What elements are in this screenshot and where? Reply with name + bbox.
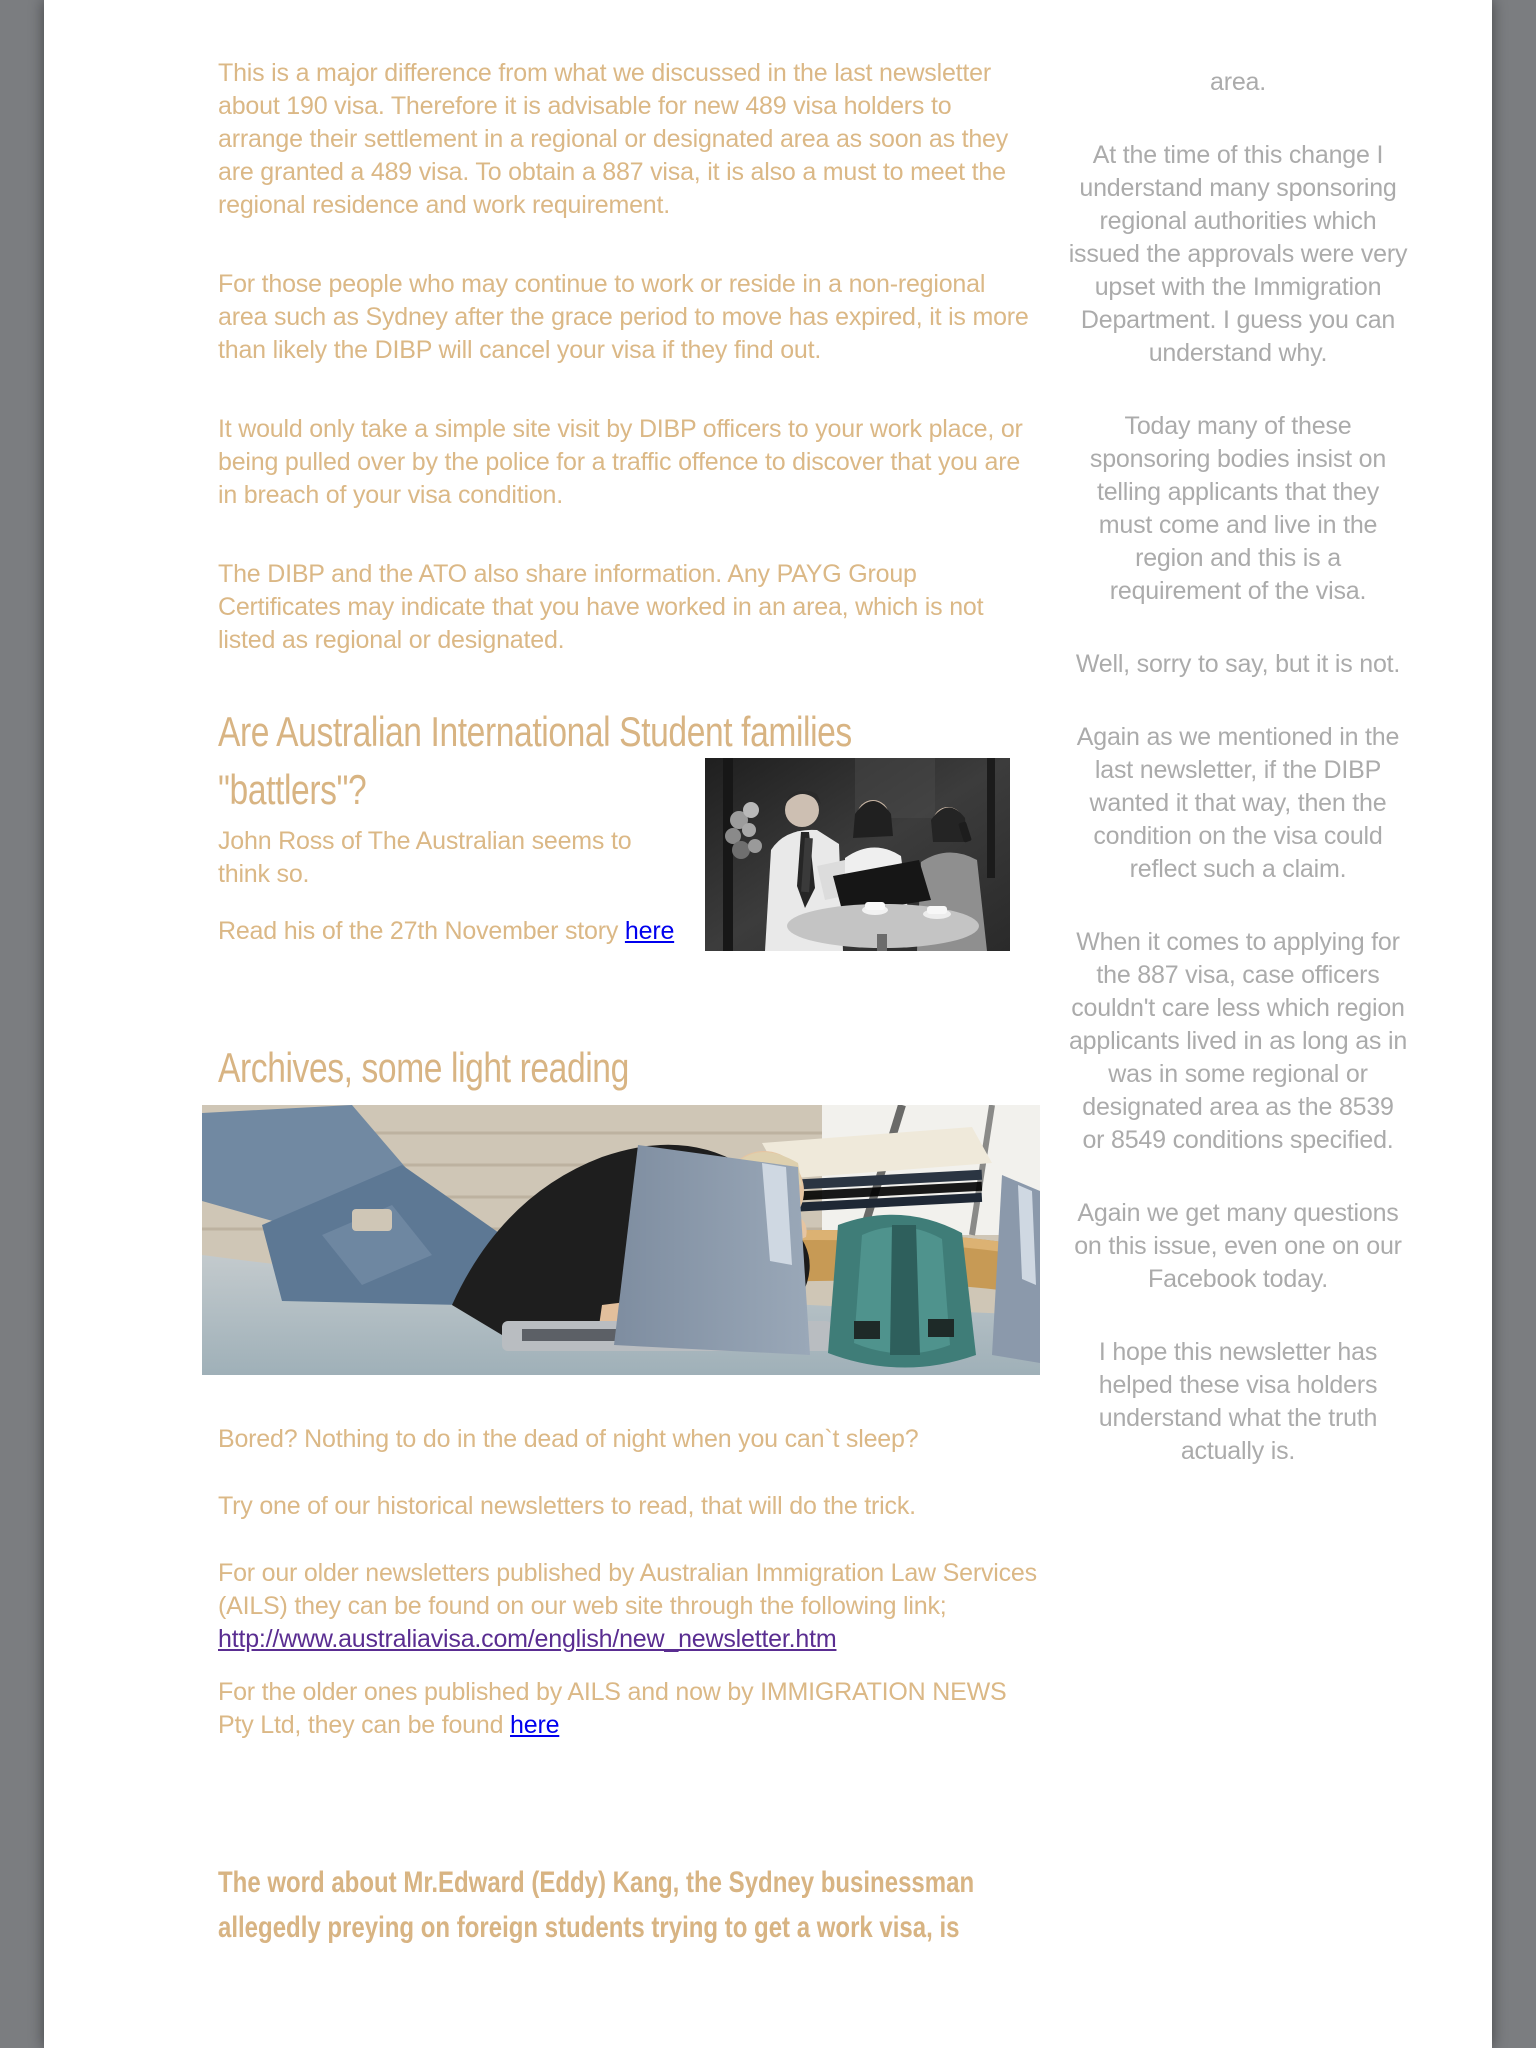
student-laptops-photo bbox=[202, 1105, 1040, 1375]
right-paragraph-4: Well, sorry to say, but it is not. bbox=[1075, 650, 1401, 678]
right-paragraph-7: Again we get many questions on this issue, even one on our Facebook today. bbox=[1074, 1199, 1402, 1293]
newsletter-content bbox=[44, 0, 1492, 1950]
kang-line1: The word about Mr.Edward (Eddy) Kang, the Sydney businessman bbox=[218, 1866, 975, 1899]
older2-here-link[interactable]: here bbox=[510, 1711, 560, 1739]
battlers-section bbox=[218, 703, 1040, 955]
right-paragraph-1: area. bbox=[1210, 68, 1266, 96]
kang-bold-paragraph bbox=[218, 1860, 1040, 1950]
right-paragraph-3: Today many of these sponsoring bodies insist on telling applicants that they must come and live in the region and this is a requirement of the visa. bbox=[1089, 412, 1387, 605]
newsletter-page bbox=[44, 0, 1492, 2048]
older-newsletters-text: For our older newsletters published by Australian Immigration Law Services (AILS) they can be found on our web site through the following link; bbox=[218, 1559, 1037, 1620]
kang-line2: allegedly preying on foreign students trying to get a work visa, is bbox=[218, 1911, 960, 1944]
older2-text: For the older ones published by AILS and now by IMMIGRATION NEWS Pty Ltd, they can be found bbox=[218, 1678, 1007, 1739]
student-laptops-photo-art bbox=[202, 1105, 1040, 1375]
intro-paragraph-3: It would only take a simple site visit by DIBP officers to your work place, or being pulled over by the police for a traffic offence to discover that you are in breach of your visa condition. bbox=[218, 415, 1023, 509]
right-paragraph-8: I hope this newsletter has helped these visa holders understand what the truth actually is. bbox=[1098, 1338, 1378, 1465]
bored-paragraph: Bored? Nothing to do in the dead of night when you can`t sleep? bbox=[218, 1425, 919, 1453]
older2-paragraph bbox=[218, 1676, 1040, 1742]
right-column bbox=[1068, 0, 1408, 1508]
battlers-heading-line1: Are Australian International Student families bbox=[218, 708, 852, 755]
intro-paragraph-2: For those people who may continue to work or reside in a non-regional area such as Sydney after the grace period to move has expired, it is more than likely the DIBP will cancel your visa if they find out. bbox=[218, 270, 1029, 364]
battlers-subtext: John Ross of The Australian seems to think so. bbox=[218, 827, 632, 888]
older-newsletters-paragraph bbox=[218, 1557, 1040, 1656]
left-column bbox=[218, 0, 1040, 1950]
newsletter-archive-url-link[interactable]: http://www.australiavisa.com/english/new_newsletter.htm bbox=[218, 1625, 837, 1653]
archives-heading bbox=[218, 1039, 1040, 1097]
right-paragraph-2: At the time of this change I understand many sponsoring regional authorities which issued the approvals were very upset with the Immigration Department. I guess you can understand why. bbox=[1068, 141, 1408, 367]
read-story-here-link[interactable]: here bbox=[624, 917, 675, 945]
right-paragraph-5: Again as we mentioned in the last newsletter, if the DIBP wanted it that way, then the condition on the visa could reflect such a claim. bbox=[1076, 723, 1400, 883]
right-paragraph-6: When it comes to applying for the 887 visa, case officers couldn't care less which region applicants lived in as long as in was in some regional or designated area as the 8539 or 8549 conditions specified. bbox=[1068, 928, 1408, 1154]
try-paragraph: Try one of our historical newsletters to read, that will do the trick. bbox=[218, 1492, 916, 1520]
intro-paragraph-1: This is a major difference from what we discussed in the last newsletter about 190 visa. Therefore it is advisable for new 489 visa holders to arrange their settlement in a regional or designated area as soon as they are granted a 489 visa. To obtain a 887 visa, it is also a must to meet the regional residence and work requirement. bbox=[218, 59, 1009, 219]
battlers-heading-line2: "battlers"? bbox=[218, 766, 367, 813]
read-story-text: Read his of the 27th November story bbox=[218, 917, 625, 945]
archives-heading-line: Archives, some light reading bbox=[218, 1044, 629, 1091]
intro-paragraph-4: The DIBP and the ATO also share information. Any PAYG Group Certificates may indicate that you have worked in an area, which is not listed as regional or designated. bbox=[218, 560, 984, 654]
